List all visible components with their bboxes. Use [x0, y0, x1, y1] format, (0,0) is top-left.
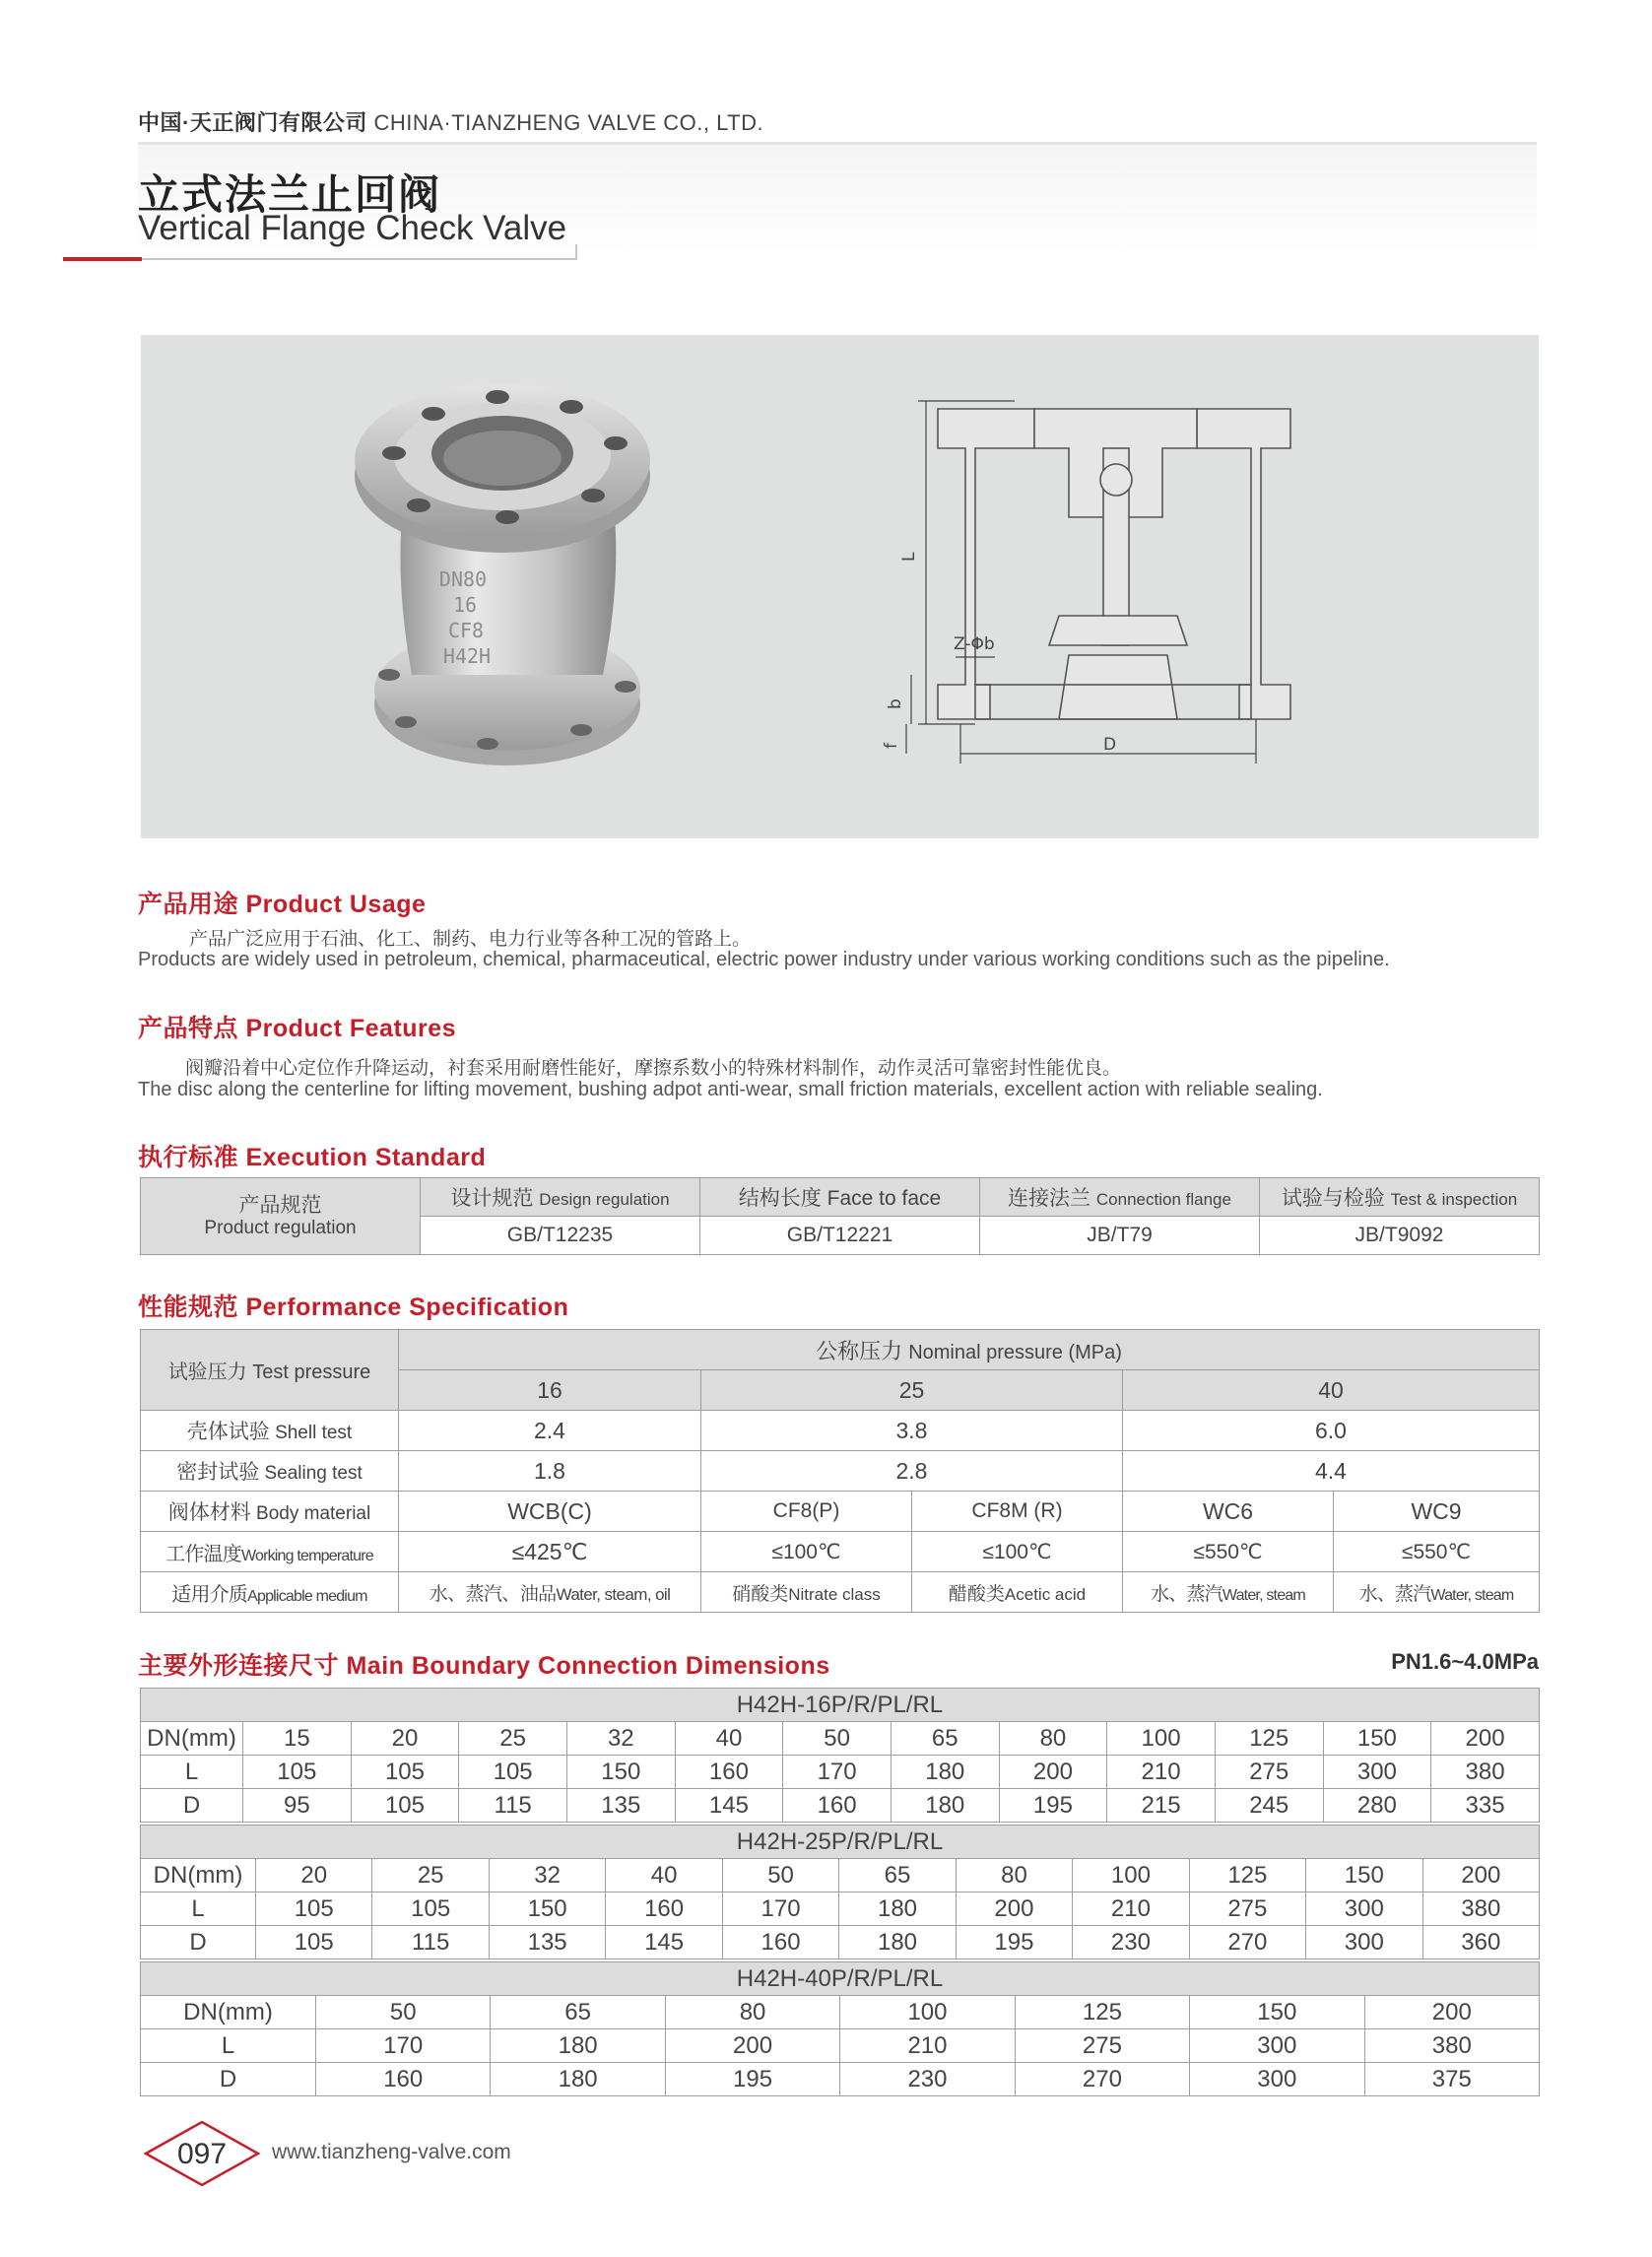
cell-dn: 50 — [722, 1859, 838, 1892]
applicable-medium-label-en: Applicable medium — [247, 1587, 367, 1605]
std-value-face: GB/T12221 — [700, 1217, 980, 1255]
cell-d: 335 — [1431, 1789, 1540, 1823]
sealing-test-40: 4.4 — [1123, 1451, 1540, 1492]
medium-wc6-en: Water, steam — [1222, 1586, 1305, 1604]
dimension-table-title: H42H-16P/R/PL/RL — [141, 1689, 1540, 1722]
company-name-en: CHINA·TIANZHENG VALVE CO., LTD. — [373, 110, 764, 135]
dimension-table-title: H42H-25P/R/PL/RL — [141, 1826, 1540, 1859]
nominal-pressure-header — [399, 1330, 1540, 1370]
performance-heading — [138, 1288, 568, 1323]
company-name — [138, 106, 763, 137]
casting-mark-model: H42H — [442, 644, 492, 668]
cell-dn: 50 — [316, 1996, 491, 2029]
std-col-face-cn: 结构长度 — [738, 1187, 822, 1210]
table-row — [141, 1789, 1540, 1823]
features-heading-cn: 产品特点 — [138, 1015, 239, 1042]
cell-dn: 15 — [243, 1722, 352, 1756]
cell-d: 115 — [372, 1926, 489, 1959]
sealing-test-25: 2.8 — [701, 1451, 1123, 1492]
material-cf8m: CF8M (R) — [912, 1492, 1123, 1532]
shell-test-25: 3.8 — [701, 1411, 1123, 1451]
pressure-range-label: PN1.6~4.0MPa — [1391, 1649, 1539, 1674]
sealing-test-label-en: Sealing test — [264, 1463, 363, 1484]
cell-l: 275 — [1015, 2029, 1189, 2063]
page-title-cn: 立式法兰止回阀 — [138, 171, 442, 218]
cell-d: 115 — [459, 1789, 567, 1823]
std-col-design-en: Design regulation — [539, 1190, 670, 1209]
company-name-cn: 中国·天正阀门有限公司 — [138, 110, 367, 135]
medium-cf8-en: Nitrate class — [788, 1584, 881, 1604]
body-material-label-cn: 阀体材料 — [167, 1501, 251, 1524]
valve-photo — [335, 379, 660, 783]
table-row — [141, 1756, 1540, 1789]
table-row — [141, 1859, 1540, 1892]
cell-d: 280 — [1323, 1789, 1431, 1823]
dimension-label-f: f — [882, 743, 901, 749]
cell-d: 180 — [491, 2063, 665, 2096]
cell-l: 380 — [1422, 1892, 1540, 1926]
page-number-badge — [142, 2118, 262, 2189]
medium-wc9-en: Water, steam — [1430, 1586, 1514, 1604]
sealing-test-16: 1.8 — [399, 1451, 701, 1492]
cell-dn: 80 — [999, 1722, 1107, 1756]
features-text-cn: 阀瓣沿着中心定位作升降运动，衬套采用耐磨性能好，摩擦系数小的特殊材料制作，动作灵活可靠密封性能优良。 — [185, 1058, 1122, 1079]
cell-l: 200 — [956, 1892, 1072, 1926]
cell-dn: 125 — [1189, 1859, 1305, 1892]
cell-dn: 40 — [675, 1722, 783, 1756]
std-col-test-en: Test & inspection — [1390, 1190, 1518, 1209]
temp-cf8m: ≤100℃ — [912, 1532, 1123, 1572]
usage-text-en: Products are widely used in petroleum, chemical, pharmaceutical, electric power industry under various working conditions such as the pipeline. — [138, 949, 1390, 970]
cell-dn: 25 — [372, 1859, 489, 1892]
row-label-d: D — [141, 2063, 316, 2096]
std-value-flange: JB/T79 — [980, 1217, 1260, 1255]
cell-dn: 40 — [606, 1859, 722, 1892]
cell-l: 150 — [566, 1756, 675, 1789]
cell-l: 200 — [665, 2029, 839, 2063]
medium-wcb-en: Water, steam, oil — [556, 1584, 671, 1604]
std-value-design: GB/T12235 — [421, 1217, 700, 1255]
cell-d: 195 — [999, 1789, 1107, 1823]
cell-dn: 25 — [459, 1722, 567, 1756]
cell-d: 135 — [566, 1789, 675, 1823]
cell-d: 300 — [1190, 2063, 1364, 2096]
test-pressure-label-cn: 试验压力 — [167, 1361, 247, 1383]
cell-dn: 200 — [1431, 1722, 1540, 1756]
cell-d: 180 — [839, 1926, 956, 1959]
medium-wcb-cn: 水、蒸汽、油品 — [429, 1583, 557, 1605]
material-cf8: CF8(P) — [701, 1492, 912, 1532]
cell-dn: 200 — [1364, 1996, 1539, 2029]
cell-d: 300 — [1306, 1926, 1422, 1959]
cell-l: 380 — [1364, 2029, 1539, 2063]
table-row — [141, 2063, 1540, 2096]
cell-l: 300 — [1306, 1892, 1422, 1926]
row-label-dn: DN(mm) — [141, 1722, 243, 1756]
cell-d: 230 — [1073, 1926, 1189, 1959]
row-label-l: L — [141, 1892, 256, 1926]
temp-wc9: ≤550℃ — [1334, 1532, 1540, 1572]
cell-l: 105 — [372, 1892, 489, 1926]
dimension-table-1 — [140, 1688, 1540, 1823]
cell-dn: 125 — [1215, 1722, 1323, 1756]
cell-dn: 50 — [783, 1722, 892, 1756]
cell-dn: 100 — [840, 1996, 1015, 2029]
cell-l: 380 — [1431, 1756, 1540, 1789]
cell-l: 150 — [489, 1892, 605, 1926]
material-wc9: WC9 — [1334, 1492, 1540, 1532]
cell-d: 135 — [489, 1926, 605, 1959]
shell-test-label-cn: 壳体试验 — [186, 1421, 270, 1443]
cell-d: 245 — [1215, 1789, 1323, 1823]
std-col-face — [700, 1178, 980, 1217]
test-pressure-label — [141, 1330, 399, 1411]
working-temp-label — [141, 1532, 399, 1572]
cell-l: 210 — [1073, 1892, 1189, 1926]
body-material-label — [141, 1492, 399, 1532]
cell-d: 145 — [606, 1926, 722, 1959]
cell-dn: 150 — [1323, 1722, 1431, 1756]
cell-l: 105 — [459, 1756, 567, 1789]
material-wcb: WCB(C) — [399, 1492, 701, 1532]
temp-cf8: ≤100℃ — [701, 1532, 912, 1572]
medium-wcb — [399, 1572, 701, 1613]
title-underline-tick — [575, 244, 577, 260]
cell-l: 170 — [783, 1756, 892, 1789]
cell-dn: 65 — [491, 1996, 665, 2029]
valve-cross-section-drawing — [867, 389, 1340, 793]
std-col-design-cn: 设计规范 — [450, 1187, 534, 1210]
cell-l: 105 — [256, 1892, 372, 1926]
features-heading-en: Product Features — [245, 1015, 457, 1042]
cell-dn: 32 — [566, 1722, 675, 1756]
material-wc6: WC6 — [1123, 1492, 1334, 1532]
nominal-pressure-en: Nominal pressure (MPa) — [908, 1341, 1122, 1363]
nominal-pressure-cn: 公称压力 — [816, 1338, 903, 1363]
table-row — [141, 1722, 1540, 1756]
cell-l: 105 — [351, 1756, 459, 1789]
shell-test-label-en: Shell test — [275, 1423, 353, 1443]
cell-dn: 20 — [351, 1722, 459, 1756]
product-regulation-label-en: Product regulation — [204, 1217, 357, 1238]
cell-d: 105 — [351, 1789, 459, 1823]
features-text-en: The disc along the centerline for lifting movement, bushing adpot anti-wear, small friction materials, excellent action with reliable sealing. — [138, 1079, 1323, 1100]
cell-l: 275 — [1189, 1892, 1305, 1926]
dimension-table-3 — [140, 1961, 1540, 2096]
cell-d: 105 — [256, 1926, 372, 1959]
medium-wc6 — [1123, 1572, 1334, 1613]
title-accent-bar — [63, 257, 142, 261]
features-heading — [138, 1009, 456, 1044]
cell-l: 275 — [1215, 1756, 1323, 1789]
casting-mark-material: CF8 — [447, 619, 485, 642]
cell-l: 210 — [1107, 1756, 1216, 1789]
cell-d: 95 — [243, 1789, 352, 1823]
casting-mark-dn: DN80 — [438, 567, 488, 591]
standard-heading-en: Execution Standard — [245, 1144, 487, 1171]
std-col-flange — [980, 1178, 1260, 1217]
table-row — [141, 1996, 1540, 2029]
dimension-label-b: b — [886, 698, 905, 709]
page-title-en: Vertical Flange Check Valve — [138, 209, 567, 247]
std-col-design — [421, 1178, 700, 1217]
row-label-d: D — [141, 1789, 243, 1823]
cell-l: 180 — [491, 2029, 665, 2063]
row-label-dn: DN(mm) — [141, 1859, 256, 1892]
std-col-face-en: Face to face — [826, 1187, 942, 1210]
row-label-d: D — [141, 1926, 256, 1959]
usage-heading — [138, 885, 426, 920]
dimension-label-d: D — [1103, 735, 1117, 755]
execution-standard-table — [140, 1177, 1540, 1255]
medium-cf8m — [912, 1572, 1123, 1613]
cell-l: 160 — [675, 1756, 783, 1789]
cell-d: 180 — [891, 1789, 999, 1823]
cell-l: 170 — [316, 2029, 491, 2063]
cell-dn: 125 — [1015, 1996, 1189, 2029]
working-temp-label-en: Working temperature — [240, 1547, 373, 1564]
cell-d: 270 — [1015, 2063, 1189, 2096]
website-url: www.tianzheng-valve.com — [272, 2141, 511, 2163]
cell-dn: 80 — [665, 1996, 839, 2029]
cell-l: 200 — [999, 1756, 1107, 1789]
cell-l: 300 — [1323, 1756, 1431, 1789]
cell-l: 170 — [722, 1892, 838, 1926]
cell-dn: 200 — [1422, 1859, 1540, 1892]
page-number: 097 — [176, 2138, 228, 2170]
usage-text-cn: 产品广泛应用于石油、化工、制药、电力行业等各种工况的管路上。 — [189, 929, 752, 950]
cell-dn: 100 — [1107, 1722, 1216, 1756]
cell-l: 300 — [1190, 2029, 1364, 2063]
title-underline — [138, 258, 577, 260]
medium-cf8 — [701, 1572, 912, 1613]
pressure-40: 40 — [1123, 1370, 1540, 1411]
standard-heading-cn: 执行标准 — [138, 1144, 239, 1171]
applicable-medium-label-cn: 适用介质 — [171, 1583, 248, 1606]
dimension-table-2 — [140, 1825, 1540, 1959]
table-row — [141, 2029, 1540, 2063]
shell-test-40: 6.0 — [1123, 1411, 1540, 1451]
cell-dn: 32 — [489, 1859, 605, 1892]
dimensions-heading-cn: 主要外形连接尺寸 — [138, 1652, 340, 1680]
std-col-flange-cn: 连接法兰 — [1008, 1187, 1091, 1210]
cell-dn: 150 — [1306, 1859, 1422, 1892]
std-col-flange-en: Connection flange — [1095, 1190, 1231, 1209]
table-row — [141, 1892, 1540, 1926]
cell-l: 105 — [243, 1756, 352, 1789]
cell-dn: 80 — [956, 1859, 1072, 1892]
cell-d: 215 — [1107, 1789, 1216, 1823]
dimension-table-title: H42H-40P/R/PL/RL — [141, 1962, 1540, 1996]
working-temp-label-cn: 工作温度 — [165, 1543, 241, 1565]
dimensions-heading-en: Main Boundary Connection Dimensions — [346, 1652, 830, 1680]
std-value-test: JB/T9092 — [1260, 1217, 1540, 1255]
test-pressure-label-en: Test pressure — [252, 1361, 371, 1383]
medium-cf8-cn: 硝酸类 — [732, 1583, 789, 1605]
casting-mark-pressure: 16 — [452, 593, 478, 617]
product-regulation-label — [141, 1178, 421, 1255]
sealing-test-label-cn: 密封试验 — [176, 1461, 260, 1484]
cell-dn: 100 — [1073, 1859, 1189, 1892]
dimension-label-l: L — [899, 552, 919, 562]
dimension-label-bolt-holes: Z-Φb — [954, 634, 995, 654]
product-regulation-label-cn: 产品规范 — [238, 1193, 322, 1217]
cell-l: 160 — [606, 1892, 722, 1926]
cell-d: 160 — [783, 1789, 892, 1823]
cell-d: 195 — [956, 1926, 1072, 1959]
cell-l: 180 — [891, 1756, 999, 1789]
medium-wc9 — [1334, 1572, 1540, 1613]
applicable-medium-label — [141, 1572, 399, 1613]
cell-l: 180 — [839, 1892, 956, 1926]
cell-d: 160 — [316, 2063, 491, 2096]
cell-d: 145 — [675, 1789, 783, 1823]
performance-heading-cn: 性能规范 — [138, 1294, 239, 1321]
body-material-label-en: Body material — [256, 1503, 371, 1524]
cell-d: 160 — [722, 1926, 838, 1959]
temp-wc6: ≤550℃ — [1123, 1532, 1334, 1572]
cell-d: 195 — [665, 2063, 839, 2096]
dimensions-heading — [138, 1646, 830, 1682]
shell-test-16: 2.4 — [399, 1411, 701, 1451]
cell-d: 230 — [840, 2063, 1015, 2096]
cell-l: 210 — [840, 2029, 1015, 2063]
medium-wc6-cn: 水、蒸汽 — [1151, 1583, 1222, 1605]
cell-dn: 65 — [839, 1859, 956, 1892]
performance-table — [140, 1329, 1540, 1613]
std-col-test — [1260, 1178, 1540, 1217]
row-label-l: L — [141, 2029, 316, 2063]
std-col-test-cn: 试验与检验 — [1281, 1187, 1385, 1210]
cell-d: 270 — [1189, 1926, 1305, 1959]
cell-d: 360 — [1422, 1926, 1540, 1959]
shell-test-label — [141, 1411, 399, 1451]
medium-wc9-cn: 水、蒸汽 — [1358, 1583, 1431, 1605]
table-row — [141, 1926, 1540, 1959]
temp-wcb: ≤425℃ — [399, 1532, 701, 1572]
pressure-25: 25 — [701, 1370, 1123, 1411]
standard-heading — [138, 1138, 486, 1173]
cell-dn: 65 — [891, 1722, 999, 1756]
cell-dn: 150 — [1190, 1996, 1364, 2029]
pressure-16: 16 — [399, 1370, 701, 1411]
row-label-l: L — [141, 1756, 243, 1789]
medium-cf8m-cn: 醋酸类 — [948, 1583, 1005, 1605]
cell-dn: 20 — [256, 1859, 372, 1892]
row-label-dn: DN(mm) — [141, 1996, 316, 2029]
cell-d: 375 — [1364, 2063, 1539, 2096]
medium-cf8m-en: Acetic acid — [1004, 1584, 1087, 1604]
usage-heading-cn: 产品用途 — [138, 891, 239, 918]
sealing-test-label — [141, 1451, 399, 1492]
usage-heading-en: Product Usage — [245, 891, 427, 918]
performance-heading-en: Performance Specification — [245, 1294, 569, 1321]
